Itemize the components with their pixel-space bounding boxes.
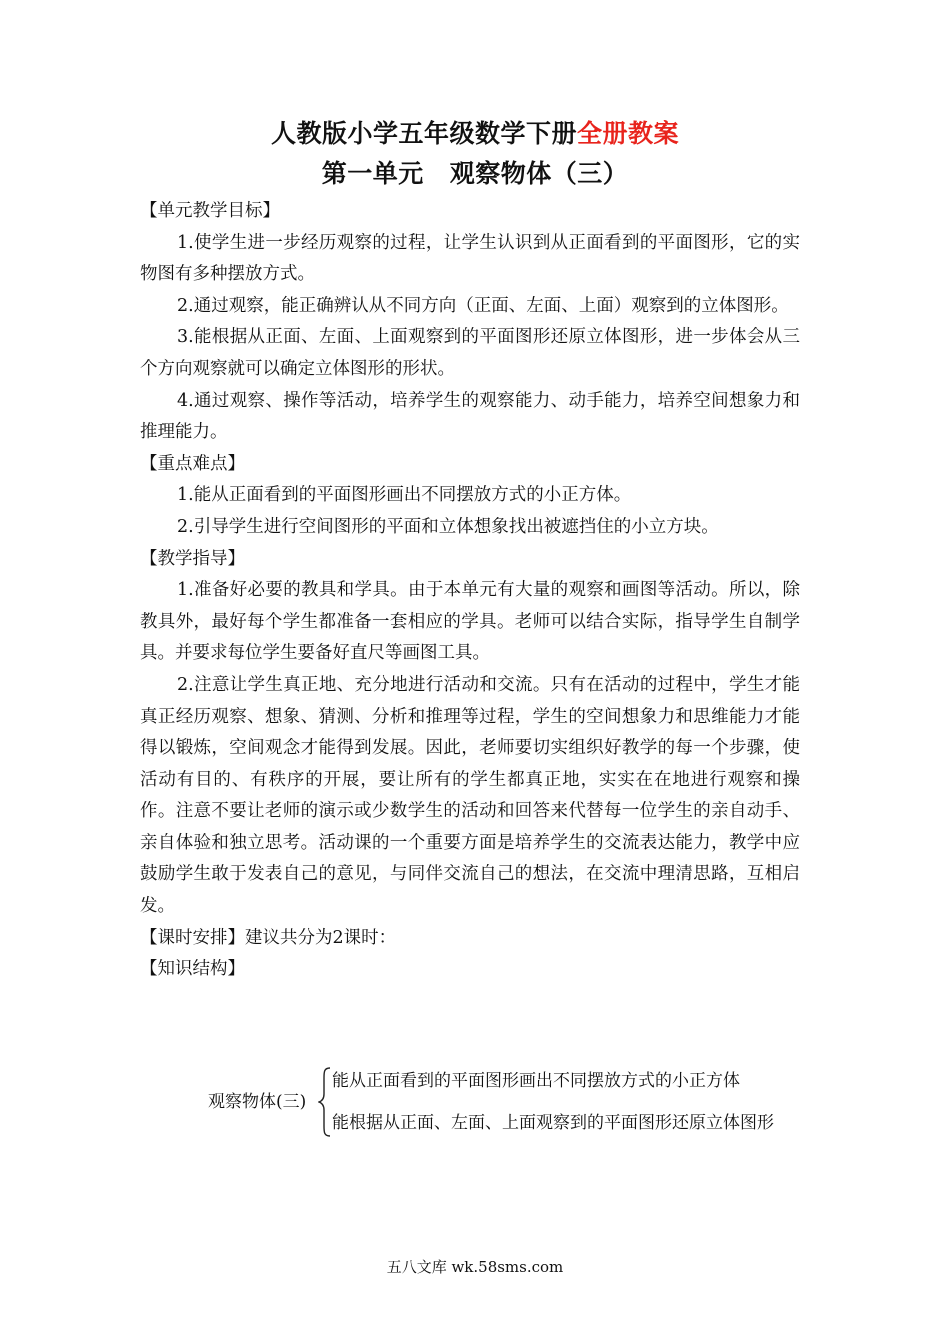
page-footer: 五八文库 wk.58sms.com (386, 1258, 564, 1276)
structure-root: 观察物体(三) (208, 1092, 307, 1112)
keypoints-heading: 【重点难点】 (140, 453, 245, 474)
unit-name: 观察物体（三） (449, 159, 629, 188)
keypoint-item: 2.引导学生进行空间图形的平面和立体想象找出被遮挡住的小立方块。 (177, 516, 719, 537)
structure-branch: 能根据从正面、左面、上面观察到的平面图形还原立体图形 (332, 1113, 774, 1133)
objective-item: 4.通过观察、操作等活动，培养学生的观察能力、动手能力，培养空间想象力和推理能力。 (140, 390, 800, 443)
structure-heading: 【知识结构】 (140, 959, 245, 980)
document-body (140, 196, 800, 986)
knowledge-structure-diagram (208, 1062, 808, 1142)
keypoint-item: 1.能从正面看到的平面图形画出不同摆放方式的小正方体。 (177, 485, 632, 506)
guidance-item: 1.准备好必要的教具和学具。由于本单元有大量的观察和画图等活动。所以，除教具外，最好每个学生都准备一套相应的学具。老师可以结合实际，指导学生自制学具。并要求每位学生要备好直尺等画图工具。 (140, 580, 800, 664)
schedule-text: 建议共分为2课时： (245, 927, 397, 948)
unit-title (0, 154, 950, 190)
objective-item: 3.能根据从正面、左面、上面观察到的平面图形还原立体图形，进一步体会从三个方向观察就可以确定立体图形的形状。 (140, 327, 800, 379)
document-title (0, 114, 950, 150)
guidance-item: 2.注意让学生真正地、充分地进行活动和交流。只有在活动的过程中，学生才能真正经历观察、想象、猜测、分析和推理等过程，学生的空间想象力和思维能力才能得以锻炼，空间观念才能得到发展。因此，老师要切实组织好教学的每一个步骤，使活动有目的、有秩序的开展，要让所有的学生都真正地，实实在在地进行观察和操作。注意不要让老师的演示或少数学生的活动和回答来代替每一位学生的亲自动手、亲自体验和独立思考。活动课的一个重要方面是培养学生的交流表达能力，教学中应鼓励学生敢于发表自己的意见，与同伴交流自己的想法，在交流中理清思路，互相启发。 (140, 674, 800, 917)
structure-branch: 能从正面看到的平面图形画出不同摆放方式的小正方体 (332, 1071, 740, 1091)
schedule-line (140, 923, 800, 955)
objective-item: 1.使学生进一步经历观察的过程，让学生认识到从正面看到的平面图形，它的实物图有多种摆放方式。 (140, 232, 800, 285)
unit-number: 第一单元 (321, 159, 424, 188)
curly-brace-icon (318, 1066, 332, 1138)
guidance-heading: 【教学指导】 (140, 548, 245, 569)
schedule-heading: 【课时安排】 (140, 927, 245, 948)
objective-item: 2.通过观察，能正确辨认从不同方向（正面、左面、上面）观察到的立体图形。 (177, 295, 789, 316)
title-main: 人教版小学五年级数学下册 (270, 119, 577, 148)
objectives-heading: 【单元教学目标】 (140, 201, 280, 221)
title-accent: 全册教案 (577, 119, 680, 148)
